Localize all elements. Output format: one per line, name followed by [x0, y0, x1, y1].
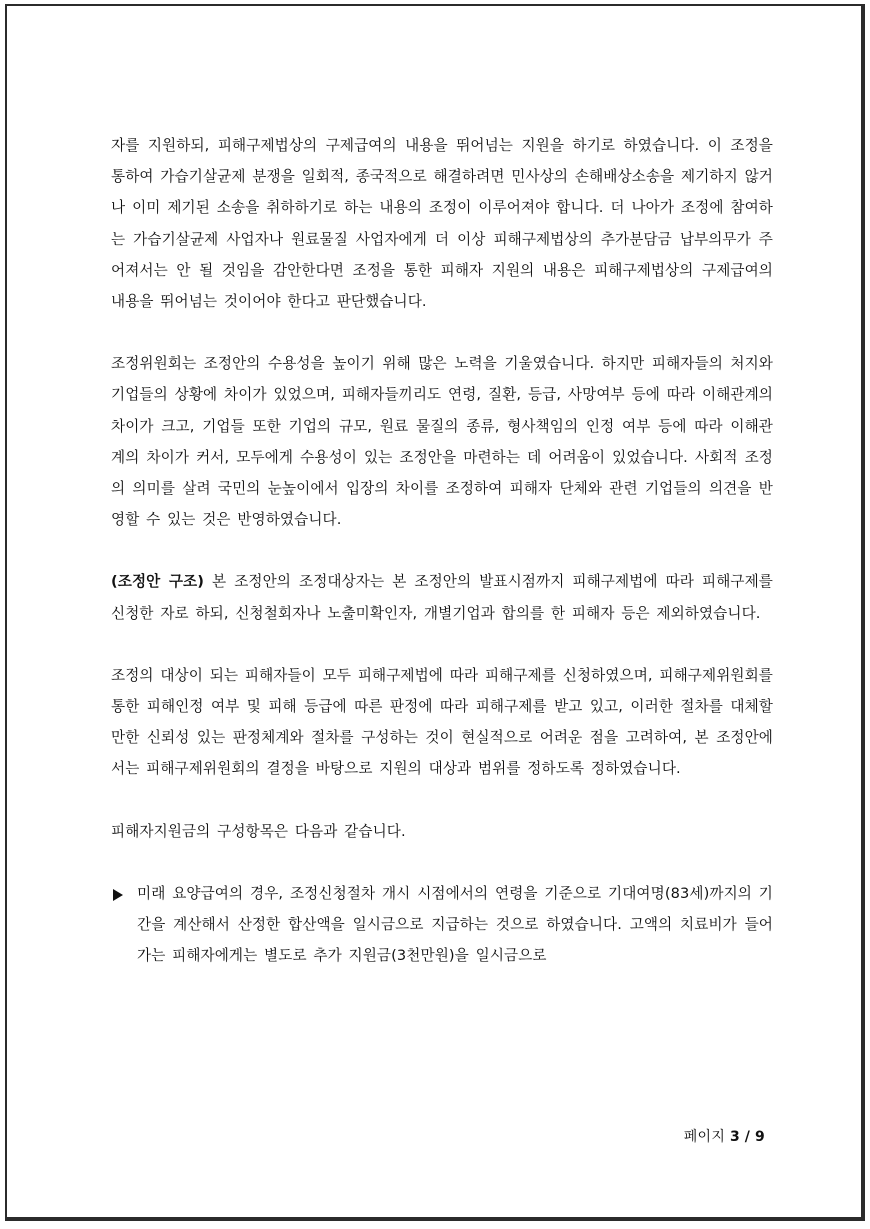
- page-current: 3: [729, 1129, 740, 1145]
- paragraph-gap: [111, 847, 773, 878]
- page-total: 9: [754, 1129, 765, 1145]
- paragraph-gap: [111, 535, 773, 566]
- document-page: [5, 4, 865, 1221]
- bullet-item-1: [111, 878, 773, 972]
- paragraph-5: 피해자지원금의 구성항목은 다음과 같습니다.: [111, 822, 406, 840]
- triangle-bullet-icon: [113, 889, 123, 901]
- paragraph-gap: [111, 317, 773, 348]
- page-body: [111, 130, 773, 971]
- paragraph-4: 조정의 대상이 되는 피해자들이 모두 피해구제법에 따라 피해구제를 신청하였으며, 피해구제위원회를 통한 피해인정 여부 및 피해 등급에 따른 판정에 따라 피해구제를 받고 있고, 이러한 절차를 대체할만한 신뢰성 있는 판정체계와 절차를 구성하는 것이 현실적으로 어려운 점을 고려하여, 본 조정안에서는 피해구제위원회의 결정을 바탕으로 지원의 대상과 범위를 정하도록 정하였습니다.: [111, 666, 773, 778]
- page-separator: /: [744, 1129, 751, 1145]
- page-label: 페이지: [683, 1129, 726, 1145]
- paragraph-gap: [111, 629, 773, 660]
- bullet-item-text: 미래 요양급여의 경우, 조정신청절차 개시 시점에서의 연령을 기준으로 기대여명(83세)까지의 기간을 계산해서 산정한 합산액을 일시금으로 지급하는 것으로 하였습니다. 고액의 치료비가 들어가는 피해자에게는 별도로 추가 지원금(3천만원)을 일시금으로: [137, 884, 773, 965]
- paragraph-3-text: 본 조정안의 조정대상자는 본 조정안의 발표시점까지 피해구제법에 따라 피해구제를 신청한 자로 하되, 신청철회자나 노출미확인자, 개별기업과 합의를 한 피해자 등은 제외하였습니다.: [111, 573, 773, 622]
- paragraph-1: 자를 지원하되, 피해구제법상의 구제급여의 내용을 뛰어넘는 지원을 하기로 하였습니다. 이 조정을 통하여 가습기살균제 분쟁을 일회적, 종국적으로 해결하려면 민사상의 손해배상소송을 제기하지 않거나 이미 제기된 소송을 취하하기로 하는 내용의 조정이 이루어져야 합니다. 더 나아가 조정에 참여하는 가습기살균제 사업자나 원료물질 사업자에게 더 이상 피해구제법상의 추가분담금 납부의무가 주어져서는 안 될 것임을 감안한다면 조정을 통한 피해자 지원의 내용은 피해구제법상의 구제급여의 내용을 뛰어넘는 것이어야 한다고 판단했습니다.: [111, 137, 773, 311]
- page-number: [684, 1126, 765, 1146]
- paragraph-3: [111, 566, 773, 628]
- paragraph-gap: [111, 785, 773, 816]
- paragraph-2: 조정위원회는 조정안의 수용성을 높이기 위해 많은 노력을 기울였습니다. 하지만 피해자들의 처지와 기업들의 상황에 차이가 있었으며, 피해자들끼리도 연령, 질환, 등급, 사망여부 등에 따라 이해관계의 차이가 크고, 기업들 또한 기업의 규모, 원료 물질의 종류, 형사책임의 인정 여부 등에 따라 이해관계의 차이가 커서, 모두에게 수용성이 있는 조정안을 마련하는 데 어려움이 있었습니다. 사회적 조정의 의미를 살려 국민의 눈높이에서 입장의 차이를 조정하여 피해자 단체와 관련 기업들의 의견을 반영할 수 있는 것은 반영하였습니다.: [111, 355, 773, 529]
- section-heading-structure: (조정안 구조): [111, 573, 204, 591]
